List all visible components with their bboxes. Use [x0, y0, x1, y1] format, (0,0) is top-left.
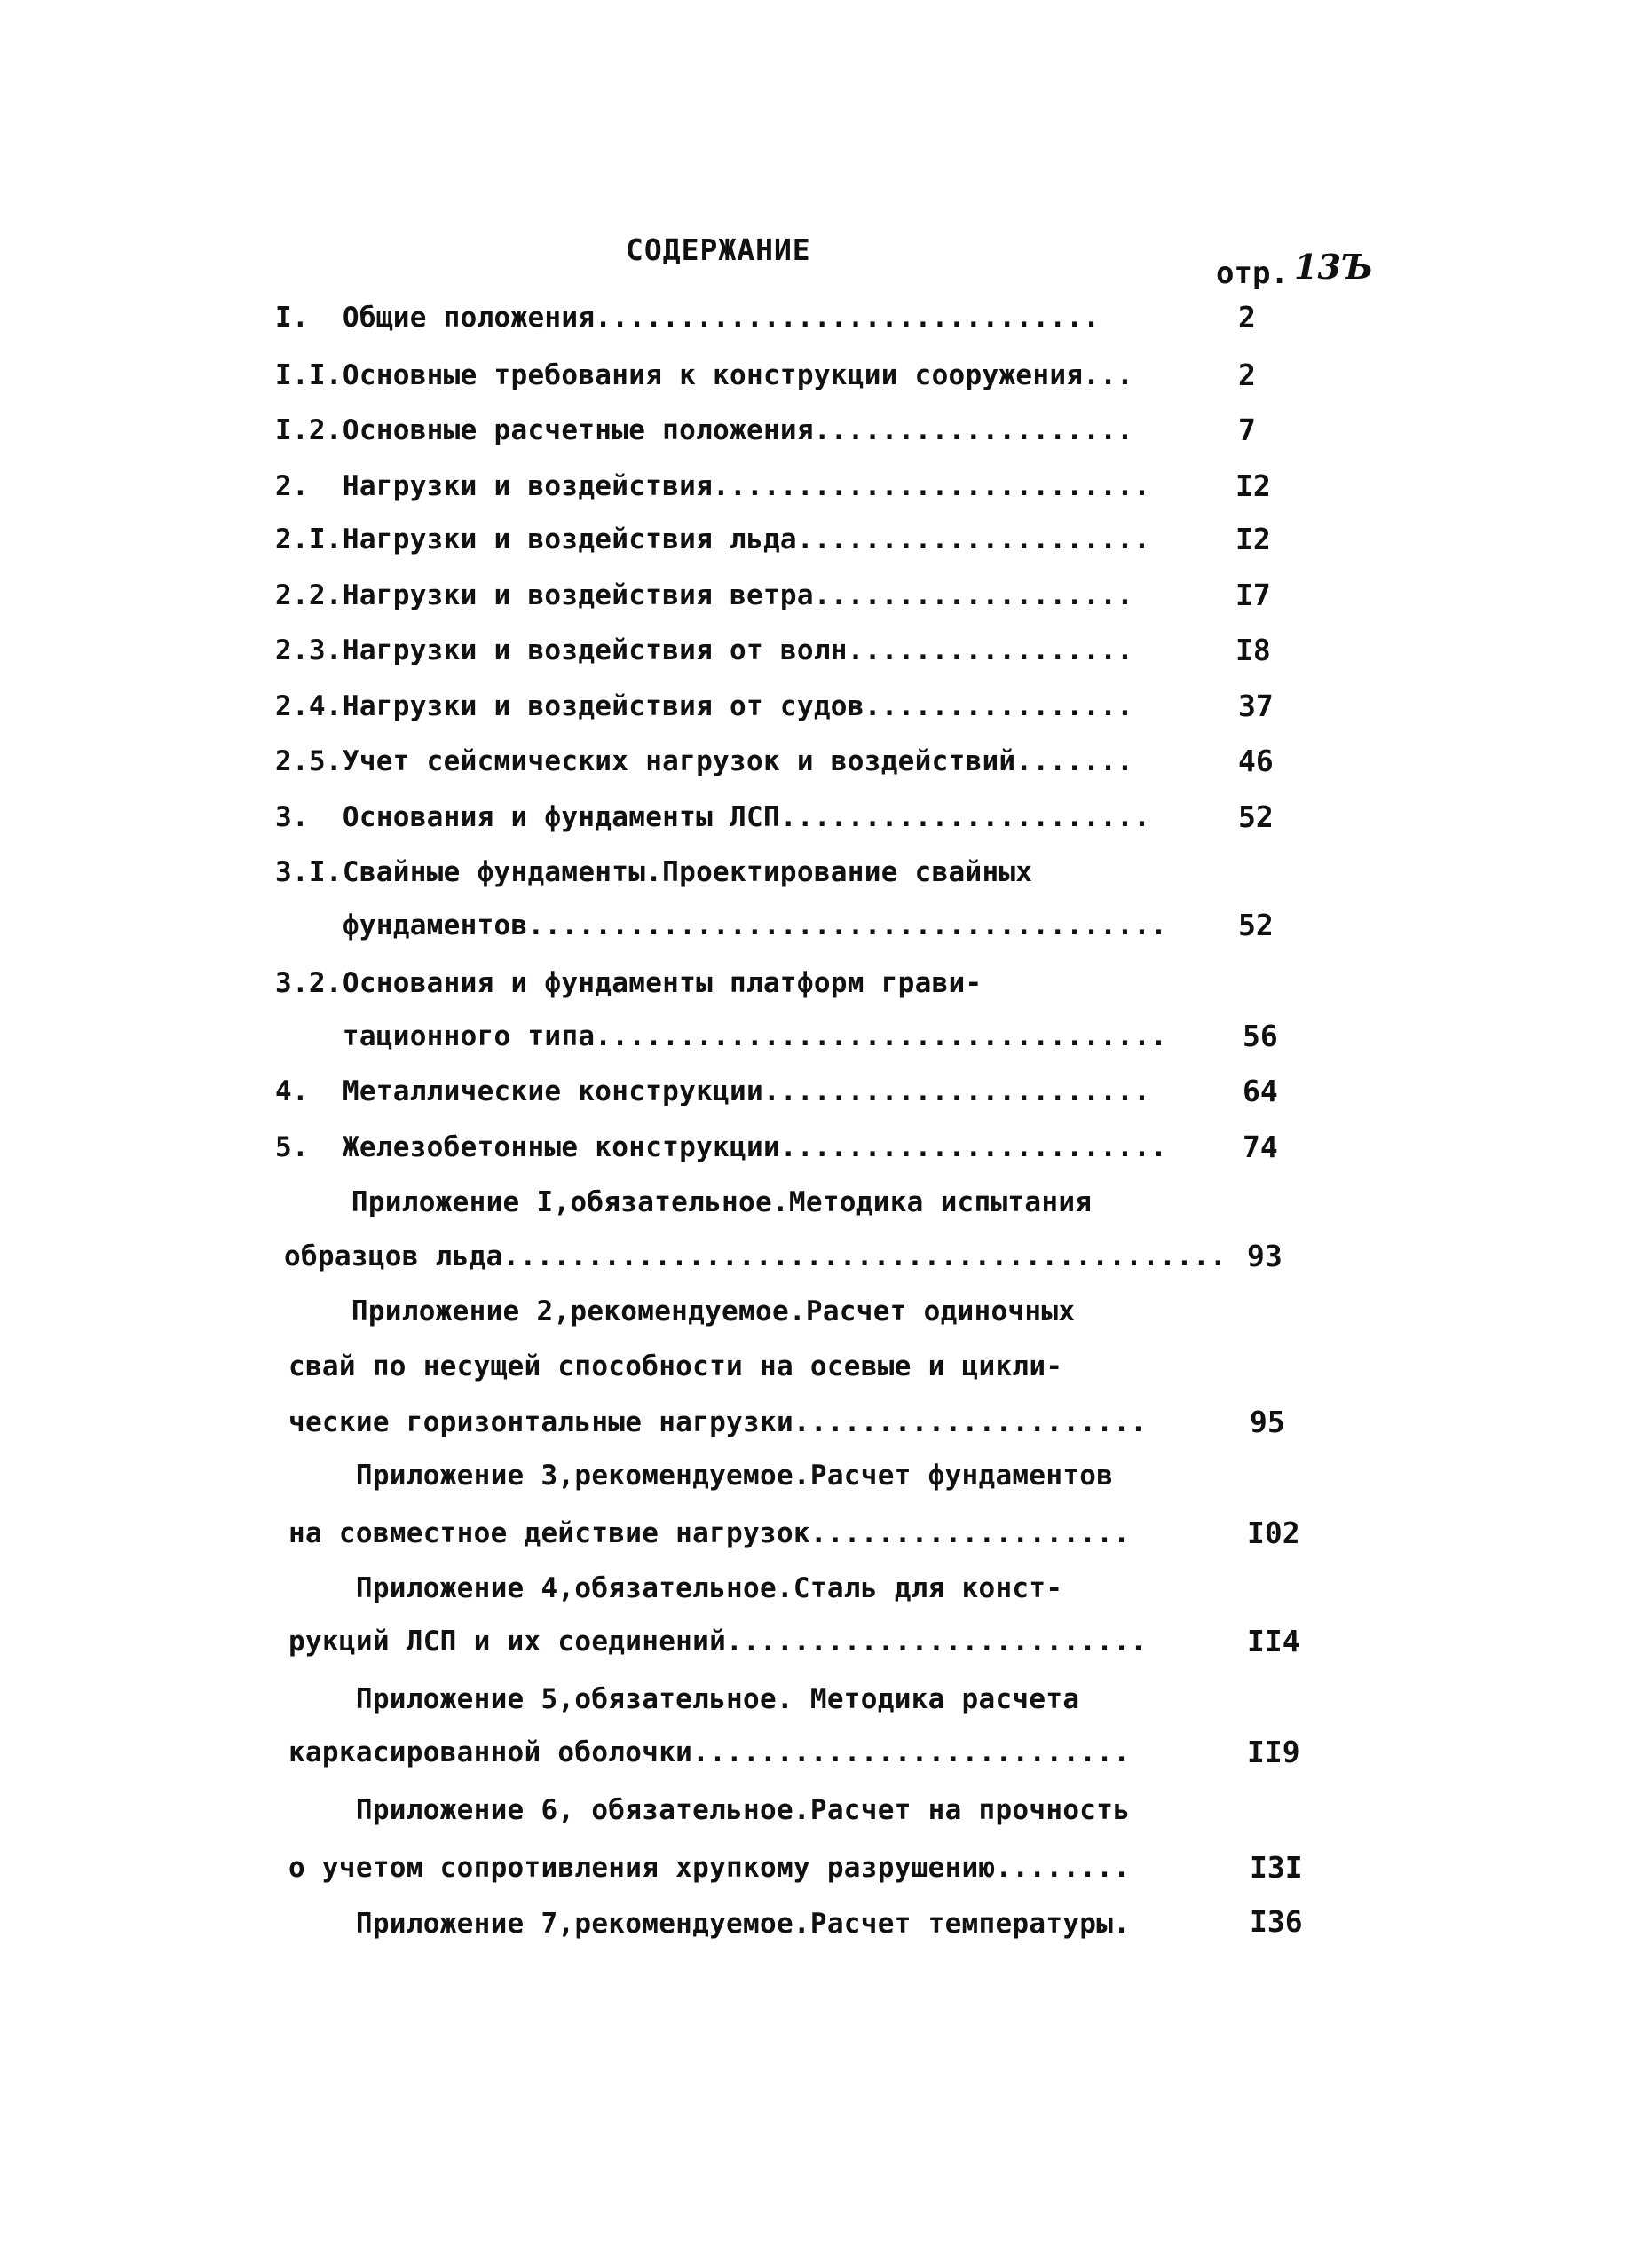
- toc-entry-text: 3.2.Основания и фундаменты платформ грави-: [275, 967, 983, 999]
- toc-entry-page: 93: [1247, 1239, 1283, 1273]
- toc-entry-page: 56: [1243, 1019, 1278, 1053]
- toc-entry-page: I8: [1235, 633, 1271, 667]
- toc-entry-page: II9: [1247, 1735, 1300, 1769]
- toc-entry-text: 2.5.Учет сейсмических нагрузок и воздействий.......: [275, 745, 1134, 777]
- toc-entry-page: I2: [1235, 469, 1271, 503]
- toc-entry-page: I7: [1235, 578, 1271, 612]
- toc-entry-text: о учетом сопротивления хрупкому разрушению........: [288, 1852, 1131, 1884]
- toc-entry-text: фундаментов......................................: [275, 910, 1168, 941]
- toc-entry-text: Приложение 3,рекомендуемое.Расчет фундаментов: [288, 1460, 1114, 1492]
- toc-entry-text: образцов льда...........................................: [284, 1240, 1227, 1272]
- toc-entry-page: I36: [1250, 1904, 1303, 1939]
- toc-entry-text: Приложение 2,рекомендуемое.Расчет одиночных: [284, 1295, 1076, 1327]
- toc-entry-text: каркасированной оболочки..........................: [288, 1736, 1131, 1768]
- toc-entry-text: 2. Нагрузки и воздействия..........................: [275, 470, 1151, 502]
- toc-entry-text: свай по несущей способности на осевые и цикли-: [288, 1351, 1063, 1382]
- toc-entry-text: 4. Металлические конструкции.......................: [275, 1075, 1151, 1107]
- toc-entry-text: 2.4.Нагрузки и воздействия от судов................: [275, 690, 1134, 722]
- toc-entry-text: 5. Железобетонные конструкции.......................: [275, 1131, 1168, 1163]
- toc-entry-page: 52: [1238, 799, 1274, 834]
- toc-entry-page: II4: [1247, 1624, 1300, 1658]
- page-title: СОДЕРЖАНИЕ: [626, 232, 811, 267]
- toc-entry-text: I. Общие положения..............................: [275, 302, 1101, 334]
- toc-entry-page: 64: [1243, 1074, 1278, 1108]
- toc-entry-text: 2.3.Нагрузки и воздействия от волн.................: [275, 634, 1134, 666]
- toc-entry-text: тационного типа..................................: [275, 1020, 1168, 1052]
- toc-entry-page: I3I: [1250, 1850, 1303, 1885]
- toc-entry-text: ческие горизонтальные нагрузки.....................: [288, 1406, 1148, 1438]
- toc-entry-page: 46: [1238, 744, 1274, 778]
- toc-entry-text: рукций ЛСП и их соединений.........................: [288, 1626, 1148, 1658]
- toc-entry-text: Приложение 7,рекомендуемое.Расчет температуры.: [288, 1908, 1131, 1940]
- toc-entry-page: 7: [1238, 413, 1256, 447]
- toc-entry-text: Приложение 5,обязательное. Методика расчета: [288, 1683, 1080, 1715]
- toc-entry-text: Приложение 6, обязательное.Расчет на прочность: [288, 1794, 1131, 1826]
- handwritten-page-mark: 13Ъ: [1294, 247, 1374, 287]
- toc-entry-text: 3. Основания и фундаменты ЛСП......................: [275, 801, 1151, 833]
- toc-entry-text: 2.I.Нагрузки и воздействия льда.....................: [275, 524, 1151, 555]
- toc-entry-page: 37: [1238, 689, 1274, 723]
- toc-entry-page: I02: [1247, 1516, 1300, 1550]
- toc-entry-text: Приложение 4,обязательное.Сталь для конст-: [288, 1572, 1063, 1604]
- toc-entry-page: 52: [1238, 908, 1274, 942]
- page-column-label: отр.: [1216, 256, 1289, 291]
- toc-entry-page: 95: [1250, 1405, 1285, 1439]
- toc-entry-text: Приложение I,обязательное.Методика испытания: [284, 1186, 1093, 1218]
- toc-entry-text: I.I.Основные требования к конструкции сооружения...: [275, 359, 1134, 391]
- toc-entry-page: 2: [1238, 358, 1256, 392]
- toc-entry-text: I.2.Основные расчетные положения...................: [275, 414, 1134, 446]
- toc-entry-text: 2.2.Нагрузки и воздействия ветра...................: [275, 579, 1134, 611]
- toc-entry-text: на совместное действие нагрузок...................: [288, 1517, 1131, 1549]
- toc-entry-text: 3.I.Свайные фундаменты.Проектирование свайных: [275, 856, 1033, 888]
- toc-entry-page: 2: [1238, 300, 1256, 335]
- toc-entry-page: I2: [1235, 522, 1271, 556]
- toc-entry-page: 74: [1243, 1130, 1278, 1164]
